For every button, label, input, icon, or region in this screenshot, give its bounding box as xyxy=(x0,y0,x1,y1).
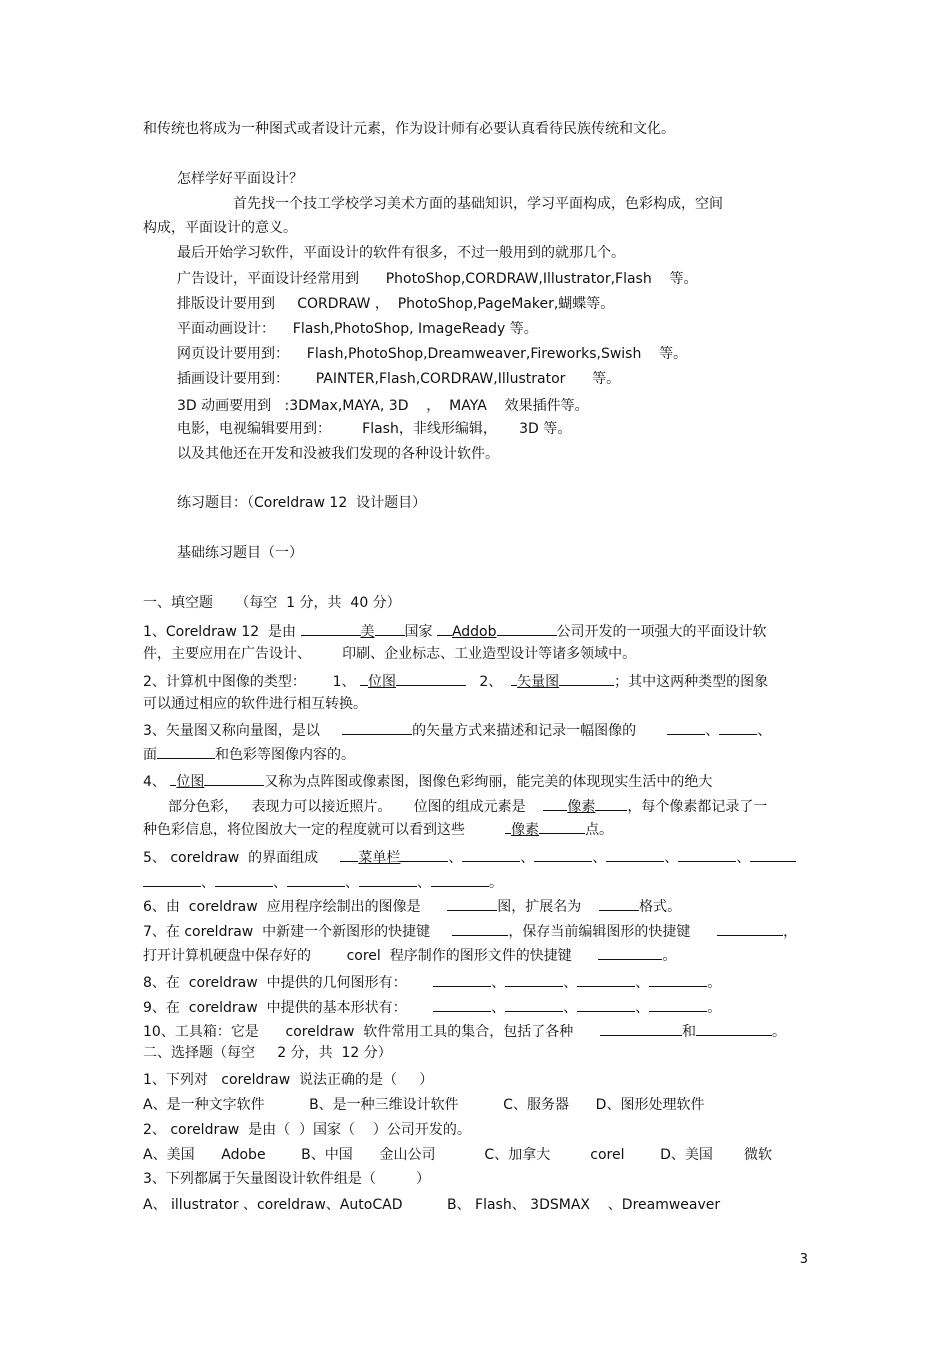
intro-line-6: 平面动画设计： Flash,PhotoShop, ImageReady 等。 xyxy=(177,321,538,337)
intro-line-8: 插画设计要用到： PAINTER,Flash,CORDRAW,Illustrator 等。 xyxy=(177,371,621,387)
fill-q5a: 5、 coreldraw 的界面组成 菜单栏 、 、 、 、 、 xyxy=(143,847,796,867)
intro-line-10: 电影，电视编辑要用到： Flash，非线形编辑， 3D 等。 xyxy=(177,421,572,437)
fill-q2a: 2、计算机中图像的类型： 1、 位图 2、 矢量图 ；其中这两种类型的图象 xyxy=(143,671,768,691)
fill-q4a: 4、 位图 又称为点阵图或像素图，图像色彩绚丽，能完美的体现现实生活中的绝大 xyxy=(143,771,712,791)
choice-q2-options: A、美国 Adobe B、中国 金山公司 C、加拿大 corel D、美国 微软 xyxy=(143,1147,772,1163)
intro-line-7: 网页设计要用到： Flash,PhotoShop,Dreamweaver,Fireworks,Swish 等。 xyxy=(177,346,688,362)
fill-q3a: 3、矢量图又称向量图，是以 的矢量方式来描述和记录一幅图像的 、 、 xyxy=(143,720,771,740)
basic-title: 基础练习题目（一） xyxy=(177,545,303,561)
intro-line-9: 3D 动画要用到 :3DMax,MAYA, 3D ， MAYA 效果插件等。 xyxy=(177,398,589,414)
intro-line-4: 广告设计，平面设计经常用到 PhotoShop,CORDRAW,Illustrator,Flash 等。 xyxy=(177,271,698,287)
fill-heading: 一、填空题 （每空 1 分，共 40 分） xyxy=(143,595,401,611)
intro-line-2b: 构成，平面设计的意义。 xyxy=(143,220,297,236)
fill-q4b: 部分色彩， 表现力可以接近照片。 位图的组成元素是 像素 ，每个像素都记录了一 xyxy=(168,796,767,816)
page-number: 3 xyxy=(799,1252,808,1267)
choice-q1-options: A、是一种文字软件 B、是一种三维设计软件 C、服务器 D、图形处理软件 xyxy=(143,1097,705,1113)
intro-line-1: 和传统也将成为一种图式或者设计元素，作为设计师有必要认真看待民族传统和文化。 xyxy=(143,121,675,137)
fill-q3b: 面 和色彩等图像内容的。 xyxy=(143,744,355,764)
exercise-title: 练习题目：（Coreldraw 12 设计题目） xyxy=(177,495,427,511)
fill-q1b: 件，主要应用在广告设计、 印刷、企业标志、工业造型设计等诸多领域中。 xyxy=(143,646,637,662)
fill-q4c: 种色彩信息，将位图放大一定的程度就可以看到这些 像素 点。 xyxy=(143,819,613,839)
fill-q10: 10、工具箱：它是 coreldraw 软件常用工具的集合，包括了各种 和 。 xyxy=(143,1021,786,1041)
choice-q1: 1、下列对 coreldraw 说法正确的是（ ） xyxy=(143,1072,434,1088)
choice-q3-options: A、 illustrator 、coreldraw、AutoCAD B、 Flash、 3DSMAX 、Dreamweaver xyxy=(143,1197,721,1213)
choice-heading: 二、选择题（每空 2 分，共 12 分） xyxy=(143,1045,392,1061)
intro-line-3: 最后开始学习软件，平面设计的软件有很多，不过一般用到的就那几个。 xyxy=(177,245,625,261)
choice-q3: 3、下列都属于矢量图设计软件组是（ ） xyxy=(143,1171,430,1187)
intro-line-5: 排版设计要用到 CORDRAW ， PhotoShop,PageMaker,蝴蝶等。 xyxy=(177,296,615,312)
fill-q2b: 可以通过相应的软件进行相互转换。 xyxy=(143,696,367,712)
fill-q7b: 打开计算机硬盘中保存好的 corel 程序制作的图形文件的快捷键 。 xyxy=(143,945,676,965)
intro-line-2a: 首先找一个技工学校学习美术方面的基础知识，学习平面构成，色彩构成，空间 xyxy=(233,196,723,212)
fill-q6: 6、由 coreldraw 应用程序绘制出的图像是 图，扩展名为 格式。 xyxy=(143,896,681,916)
question-heading: 怎样学好平面设计？ xyxy=(177,171,303,187)
intro-line-11: 以及其他还在开发和没被我们发现的各种设计软件。 xyxy=(177,446,499,462)
fill-q9: 9、在 coreldraw 中提供的基本形状有： 、 、 、 。 xyxy=(143,997,721,1017)
fill-q1a: 1、Coreldraw 12 是由 美 国家 Addob 公司开发的一项强大的平面设计软 xyxy=(143,621,767,641)
fill-q7a: 7、在 coreldraw 中新建一个新图形的快捷键 ，保存当前编辑图形的快捷键 ， xyxy=(143,921,797,941)
fill-q8: 8、在 coreldraw 中提供的几何图形有： 、 、 、 。 xyxy=(143,972,721,992)
choice-q2: 2、 coreldraw 是由（ ）国家（ ）公司开发的。 xyxy=(143,1122,471,1138)
fill-q5b: 、 、 、 、 。 xyxy=(143,872,503,892)
